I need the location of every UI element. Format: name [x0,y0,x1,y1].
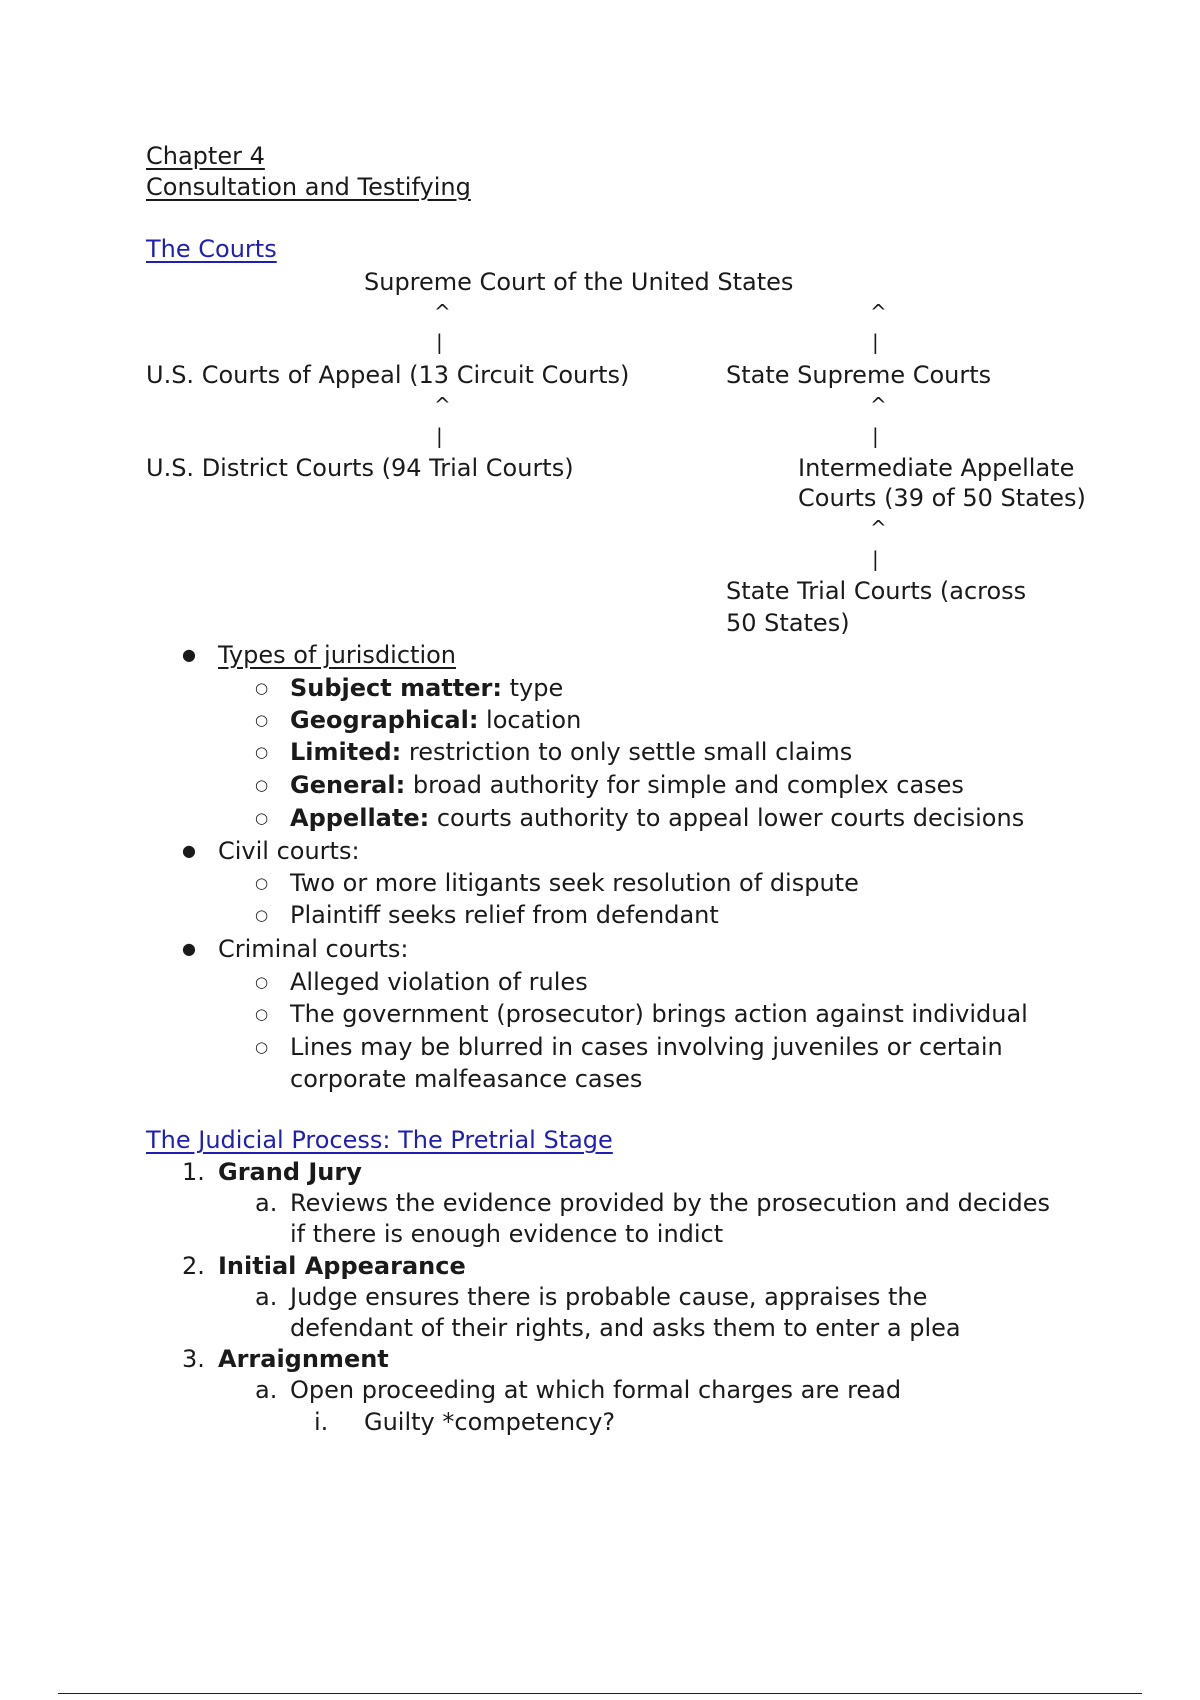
jurisdiction-item: Subject matter: type [290,674,564,702]
hollow-bullet-icon: ○ [255,679,269,697]
chapter-title: Consultation and Testifying [146,173,471,201]
step-detail-line2: if there is enough evidence to indict [290,1220,724,1248]
step-number: 2. [182,1252,205,1280]
step-number: 3. [182,1345,205,1373]
intermediate-appellate-label-line2: Courts (39 of 50 States) [798,484,1086,512]
intermediate-appellate-label-line1: Intermediate Appellate [798,454,1075,482]
caret-up-icon: ^ [870,516,887,540]
pipe-connector: | [436,424,443,448]
step-number: 1. [182,1158,205,1186]
hollow-bullet-icon: ○ [255,973,269,991]
caret-up-icon: ^ [434,393,451,417]
subsub-marker: i. [314,1408,329,1436]
hollow-bullet-icon: ○ [255,1038,269,1056]
hollow-bullet-icon: ○ [255,711,269,729]
state-supreme-courts-label: State Supreme Courts [726,361,992,389]
step-detail-line1: Reviews the evidence provided by the prosecution and decides [290,1189,1050,1217]
state-trial-courts-label-line2: 50 States) [726,609,850,637]
caret-up-icon: ^ [870,393,887,417]
bullet-icon: ● [182,939,196,958]
supreme-court-label: Supreme Court of the United States [364,268,794,296]
pipe-connector: | [436,330,443,354]
step-detail-line1: Judge ensures there is probable cause, appraises the [290,1283,928,1311]
hollow-bullet-icon: ○ [255,776,269,794]
sub-marker: a. [255,1189,278,1217]
jurisdiction-item: General: broad authority for simple and complex cases [290,771,964,799]
caret-up-icon: ^ [434,300,451,324]
civil-item: Plaintiff seeks relief from defendant [290,901,719,929]
step-detail-line1: Open proceeding at which formal charges are read [290,1376,902,1404]
step-title-initial-appearance: Initial Appearance [218,1252,466,1280]
hollow-bullet-icon: ○ [255,874,269,892]
criminal-item-line1: Lines may be blurred in cases involving juveniles or certain [290,1033,1003,1061]
jurisdiction-item: Limited: restriction to only settle small claims [290,738,853,766]
jurisdiction-item: Geographical: location [290,706,582,734]
jurisdiction-label: Types of jurisdiction [218,641,457,669]
page-bottom-divider [58,1693,1142,1694]
step-title-grand-jury: Grand Jury [218,1158,362,1186]
district-courts-label: U.S. District Courts (94 Trial Courts) [146,454,574,482]
criminal-item: The government (prosecutor) brings action against individual [290,1000,1028,1028]
civil-item: Two or more litigants seek resolution of dispute [290,869,859,897]
hollow-bullet-icon: ○ [255,809,269,827]
hollow-bullet-icon: ○ [255,743,269,761]
step-detail-line2: defendant of their rights, and asks them to enter a plea [290,1314,961,1342]
hollow-bullet-icon: ○ [255,1005,269,1023]
sub-marker: a. [255,1376,278,1404]
caret-up-icon: ^ [870,300,887,324]
bullet-icon: ● [182,841,196,860]
chapter-label: Chapter 4 [146,142,265,170]
courts-heading-link[interactable]: The Courts [146,235,277,263]
jurisdiction-item: Appellate: courts authority to appeal lower courts decisions [290,804,1025,832]
subsub-detail: Guilty *competency? [364,1408,616,1436]
appeals-courts-label: U.S. Courts of Appeal (13 Circuit Courts) [146,361,630,389]
sub-marker: a. [255,1283,278,1311]
criminal-item-line2: corporate malfeasance cases [290,1065,643,1093]
pretrial-heading-link[interactable]: The Judicial Process: The Pretrial Stage [146,1126,613,1154]
bullet-icon: ● [182,645,196,664]
criminal-courts-label: Criminal courts: [218,935,409,963]
pipe-connector: | [872,547,879,571]
step-title-arraignment: Arraignment [218,1345,389,1373]
hollow-bullet-icon: ○ [255,906,269,924]
pipe-connector: | [872,330,879,354]
pipe-connector: | [872,424,879,448]
state-trial-courts-label-line1: State Trial Courts (across [726,577,1027,605]
civil-courts-label: Civil courts: [218,837,360,865]
criminal-item: Alleged violation of rules [290,968,588,996]
